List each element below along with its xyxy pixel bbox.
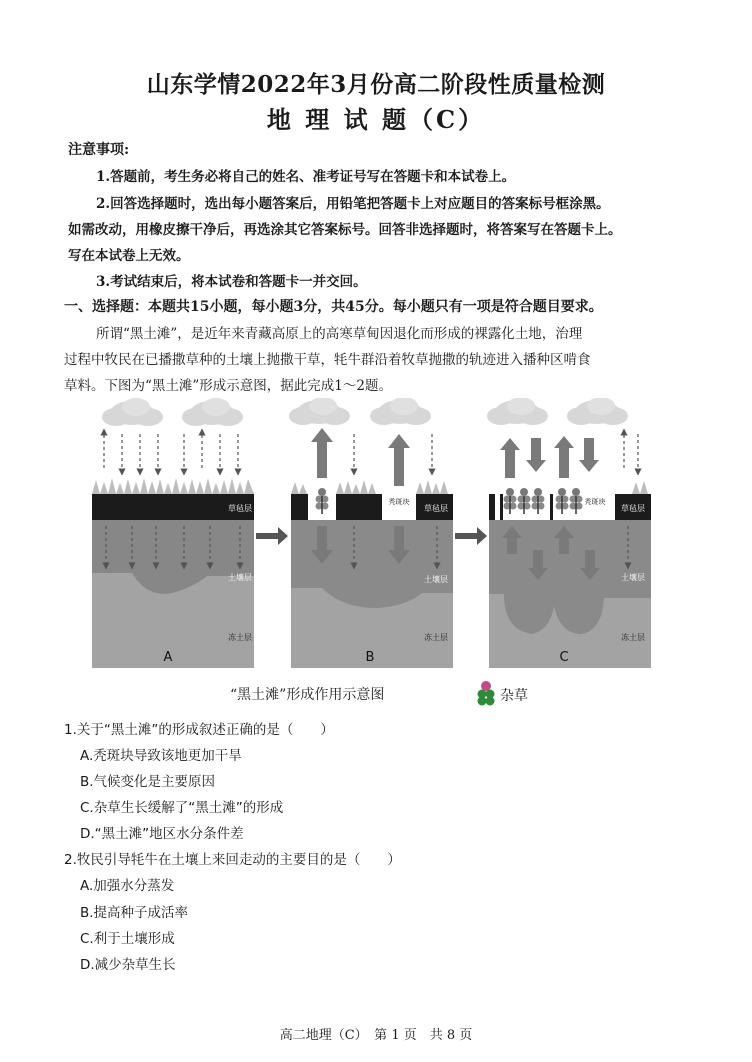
transition-arrow [256,527,288,545]
panel-b-label: B [365,650,375,665]
passage-line-3: 草料。下图为“黑土滩”形成示意图，据此完成1～2题。 [64,378,392,394]
passage-line-1: 所谓“黑土滩”，是近年来青藏高原上的高寒草甸因退化而形成的裸露化土地，治理 [96,326,583,342]
notice-heading: 注意事项: [68,142,130,158]
question-2-option-d: D.减少杂草生长 [80,957,176,973]
panel-b [289,398,453,668]
section-heading: 一、选择题：本题共15小题，每小题3分，共45分。每小题只有一项是符合题目要求。 [64,299,603,315]
notice-item-2-line-2: 如需改动，用橡皮擦干净后，再选涂其它答案标号。回答非选择题时，将答案写在答题卡上。 [68,222,622,238]
question-2-option-a: A.加强水分蒸发 [80,878,175,894]
turf-layer-label: 草毡层 [621,504,645,513]
soil-layer-label: 土壤层 [228,573,252,582]
panel-a-label: A [163,650,173,665]
question-1-option-a: A.秃斑块导致该地更加干旱 [80,748,242,764]
transition-arrow [455,527,487,545]
permafrost-layer-label: 冻土层 [621,633,645,642]
permafrost-layer-label: 冻土层 [424,633,448,642]
notice-item-1: 1.答题前，考生务必将自己的姓名、准考证号写在答题卡和本试卷上。 [96,169,516,185]
bald-patch-label: 秃斑块 [584,498,606,506]
notice-item-3: 3.考试结束后，将本试卷和答题卡一并交回。 [96,274,367,290]
notice-item-2-line-1: 2.回答选择题时，选出每小题答案后，用铅笔把答题卡上对应题目的答案标号框涂黑。 [96,196,610,212]
question-2-stem: 2.牧民引导牦牛在土壤上来回走动的主要目的是（ ） [64,852,401,868]
figure-caption: “黑土滩”形成作用示意图 [230,687,385,703]
question-1-option-d: D.“黑土滩”地区水分条件差 [80,826,244,842]
panel-c-label: C [559,650,569,665]
panel-c [487,398,651,668]
soil-layer-label: 土壤层 [621,573,645,582]
question-1-option-b: B.气候变化是主要原因 [80,774,216,790]
exam-title: 山东学情2022年3月份高二阶段性质量检测 [146,71,606,98]
question-2-option-b: B.提高种子成活率 [80,905,189,921]
weed-icon [476,680,496,708]
question-1-stem: 1.关于“黑土滩”的形成叙述正确的是（ ） [64,722,334,738]
notice-item-2-line-3: 写在本试卷上无效。 [68,248,190,264]
page-footer: 高二地理（C） 第 1 页 共 8 页 [279,1028,473,1043]
legend-label: 杂草 [500,688,528,704]
question-1-option-c: C.杂草生长缓解了“黑土滩”的形成 [80,800,284,816]
permafrost-layer-label: 冻土层 [228,633,252,642]
turf-layer-label: 草毡层 [424,504,448,513]
turf-layer-label: 草毡层 [228,504,252,513]
bald-patch-label: 秃斑块 [388,498,410,506]
exam-subject-title: 地 理 试 题（C） [266,105,486,134]
black-soil-beach-diagram [92,398,652,670]
question-2-option-c: C.利于土壤形成 [80,931,175,947]
passage-line-2: 过程中牧民在已播撒草种的土壤上抛撒干草，牦牛群沿着牧草抛撒的轨迹进入播种区啃食 [64,352,591,368]
panel-a [92,398,254,668]
soil-layer-label: 土壤层 [424,575,448,584]
